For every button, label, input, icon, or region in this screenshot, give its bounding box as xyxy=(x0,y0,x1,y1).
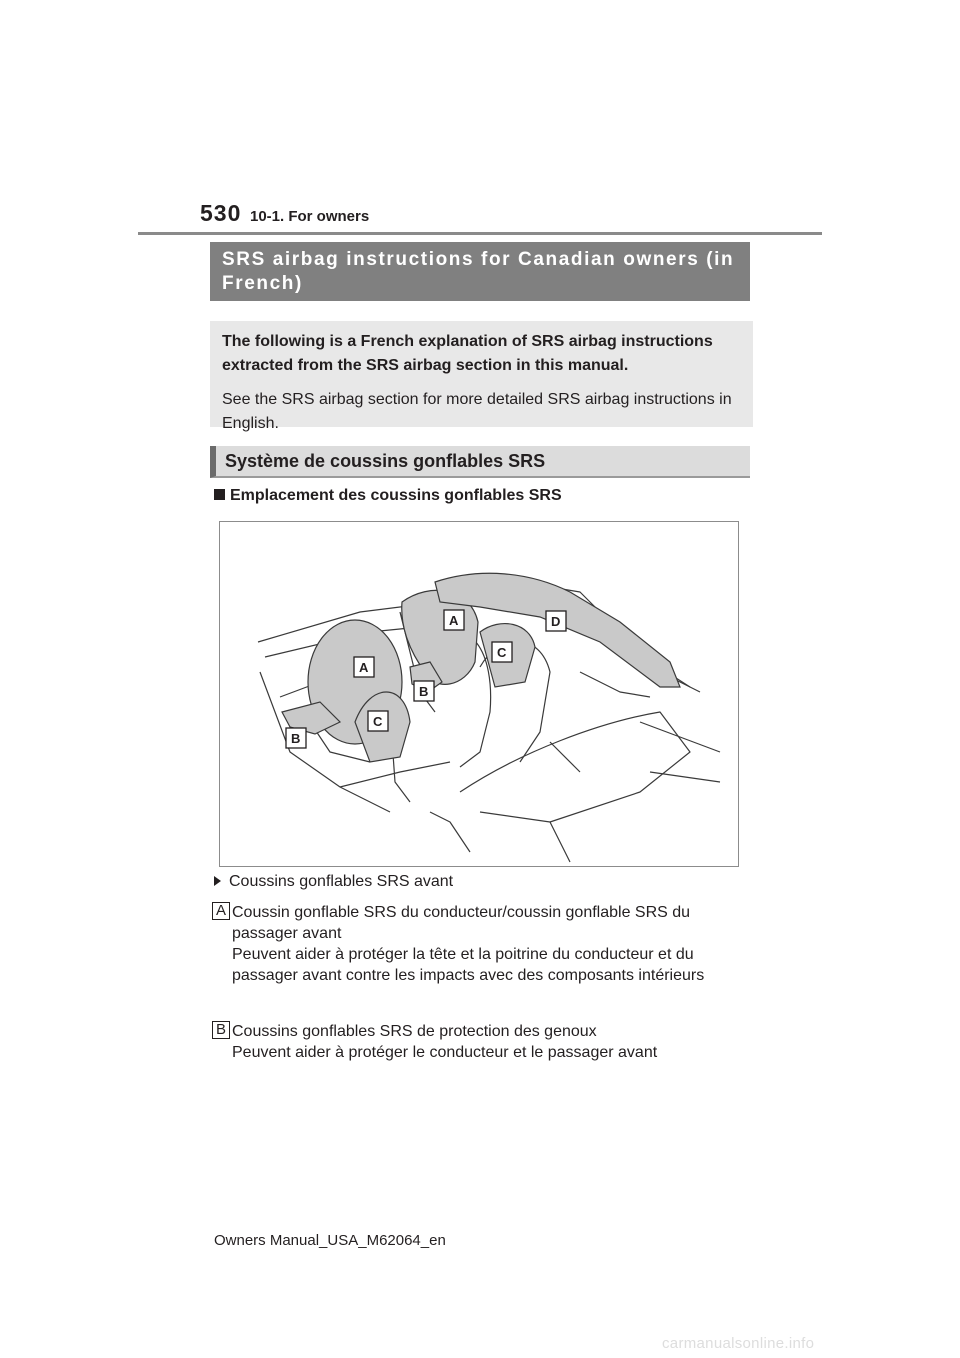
triangle-right-icon xyxy=(214,876,221,886)
page-title: SRS airbag instructions for Canadian owners (in French) xyxy=(210,242,750,301)
item-a-text: Peuvent aider à protéger la tête et la poitrine du conducteur et du passager avant contre les impacts avec des composants intérieurs xyxy=(232,946,705,984)
figure-label-b-driver: B xyxy=(291,731,301,746)
item-heading xyxy=(214,487,562,505)
item-b-description xyxy=(232,1021,747,1063)
figure-label-b-passenger: B xyxy=(419,684,429,699)
figure-label-a-driver: A xyxy=(359,660,369,675)
item-b-title: Coussins gonflables SRS de protection des genoux xyxy=(232,1023,597,1040)
item-a-title: Coussin gonflable SRS du conducteur/coussin gonflable SRS du passager avant xyxy=(232,904,691,942)
item-heading-text: Emplacement des coussins gonflables SRS xyxy=(230,487,562,504)
airbag-location-figure xyxy=(219,521,739,867)
figure-label-a-passenger: A xyxy=(449,613,459,628)
intro-box xyxy=(210,321,753,432)
page-number: 530 xyxy=(200,200,242,226)
intro-text-secondary: See the SRS airbag section for more detailed SRS airbag instructions in English. xyxy=(222,391,732,432)
item-a-description xyxy=(232,902,747,986)
figure-label-c-driver: C xyxy=(373,714,383,729)
item-b-text: Peuvent aider à protéger le conducteur et le passager avant xyxy=(232,1044,658,1061)
item-key-a: A xyxy=(212,902,230,920)
section-label: 10-1. For owners xyxy=(250,208,370,225)
car-interior-illustration xyxy=(220,522,738,866)
watermark: carmanualsonline.info xyxy=(662,1335,815,1352)
item-key-b: B xyxy=(212,1021,230,1039)
section-subheading: Système de coussins gonflables SRS xyxy=(210,446,750,478)
intro-text-primary: The following is a French explanation of SRS airbag instructions extracted from the SRS airbag section in this manual. xyxy=(222,333,713,374)
bullet-front-airbags xyxy=(214,873,453,891)
bullet-text: Coussins gonflables SRS avant xyxy=(229,873,454,890)
figure-label-d-curtain: D xyxy=(551,614,561,629)
square-icon xyxy=(214,489,225,500)
footer-text: Owners Manual_USA_M62064_en xyxy=(214,1232,446,1249)
figure-label-c-passenger: C xyxy=(497,645,507,660)
header-divider xyxy=(138,232,822,235)
